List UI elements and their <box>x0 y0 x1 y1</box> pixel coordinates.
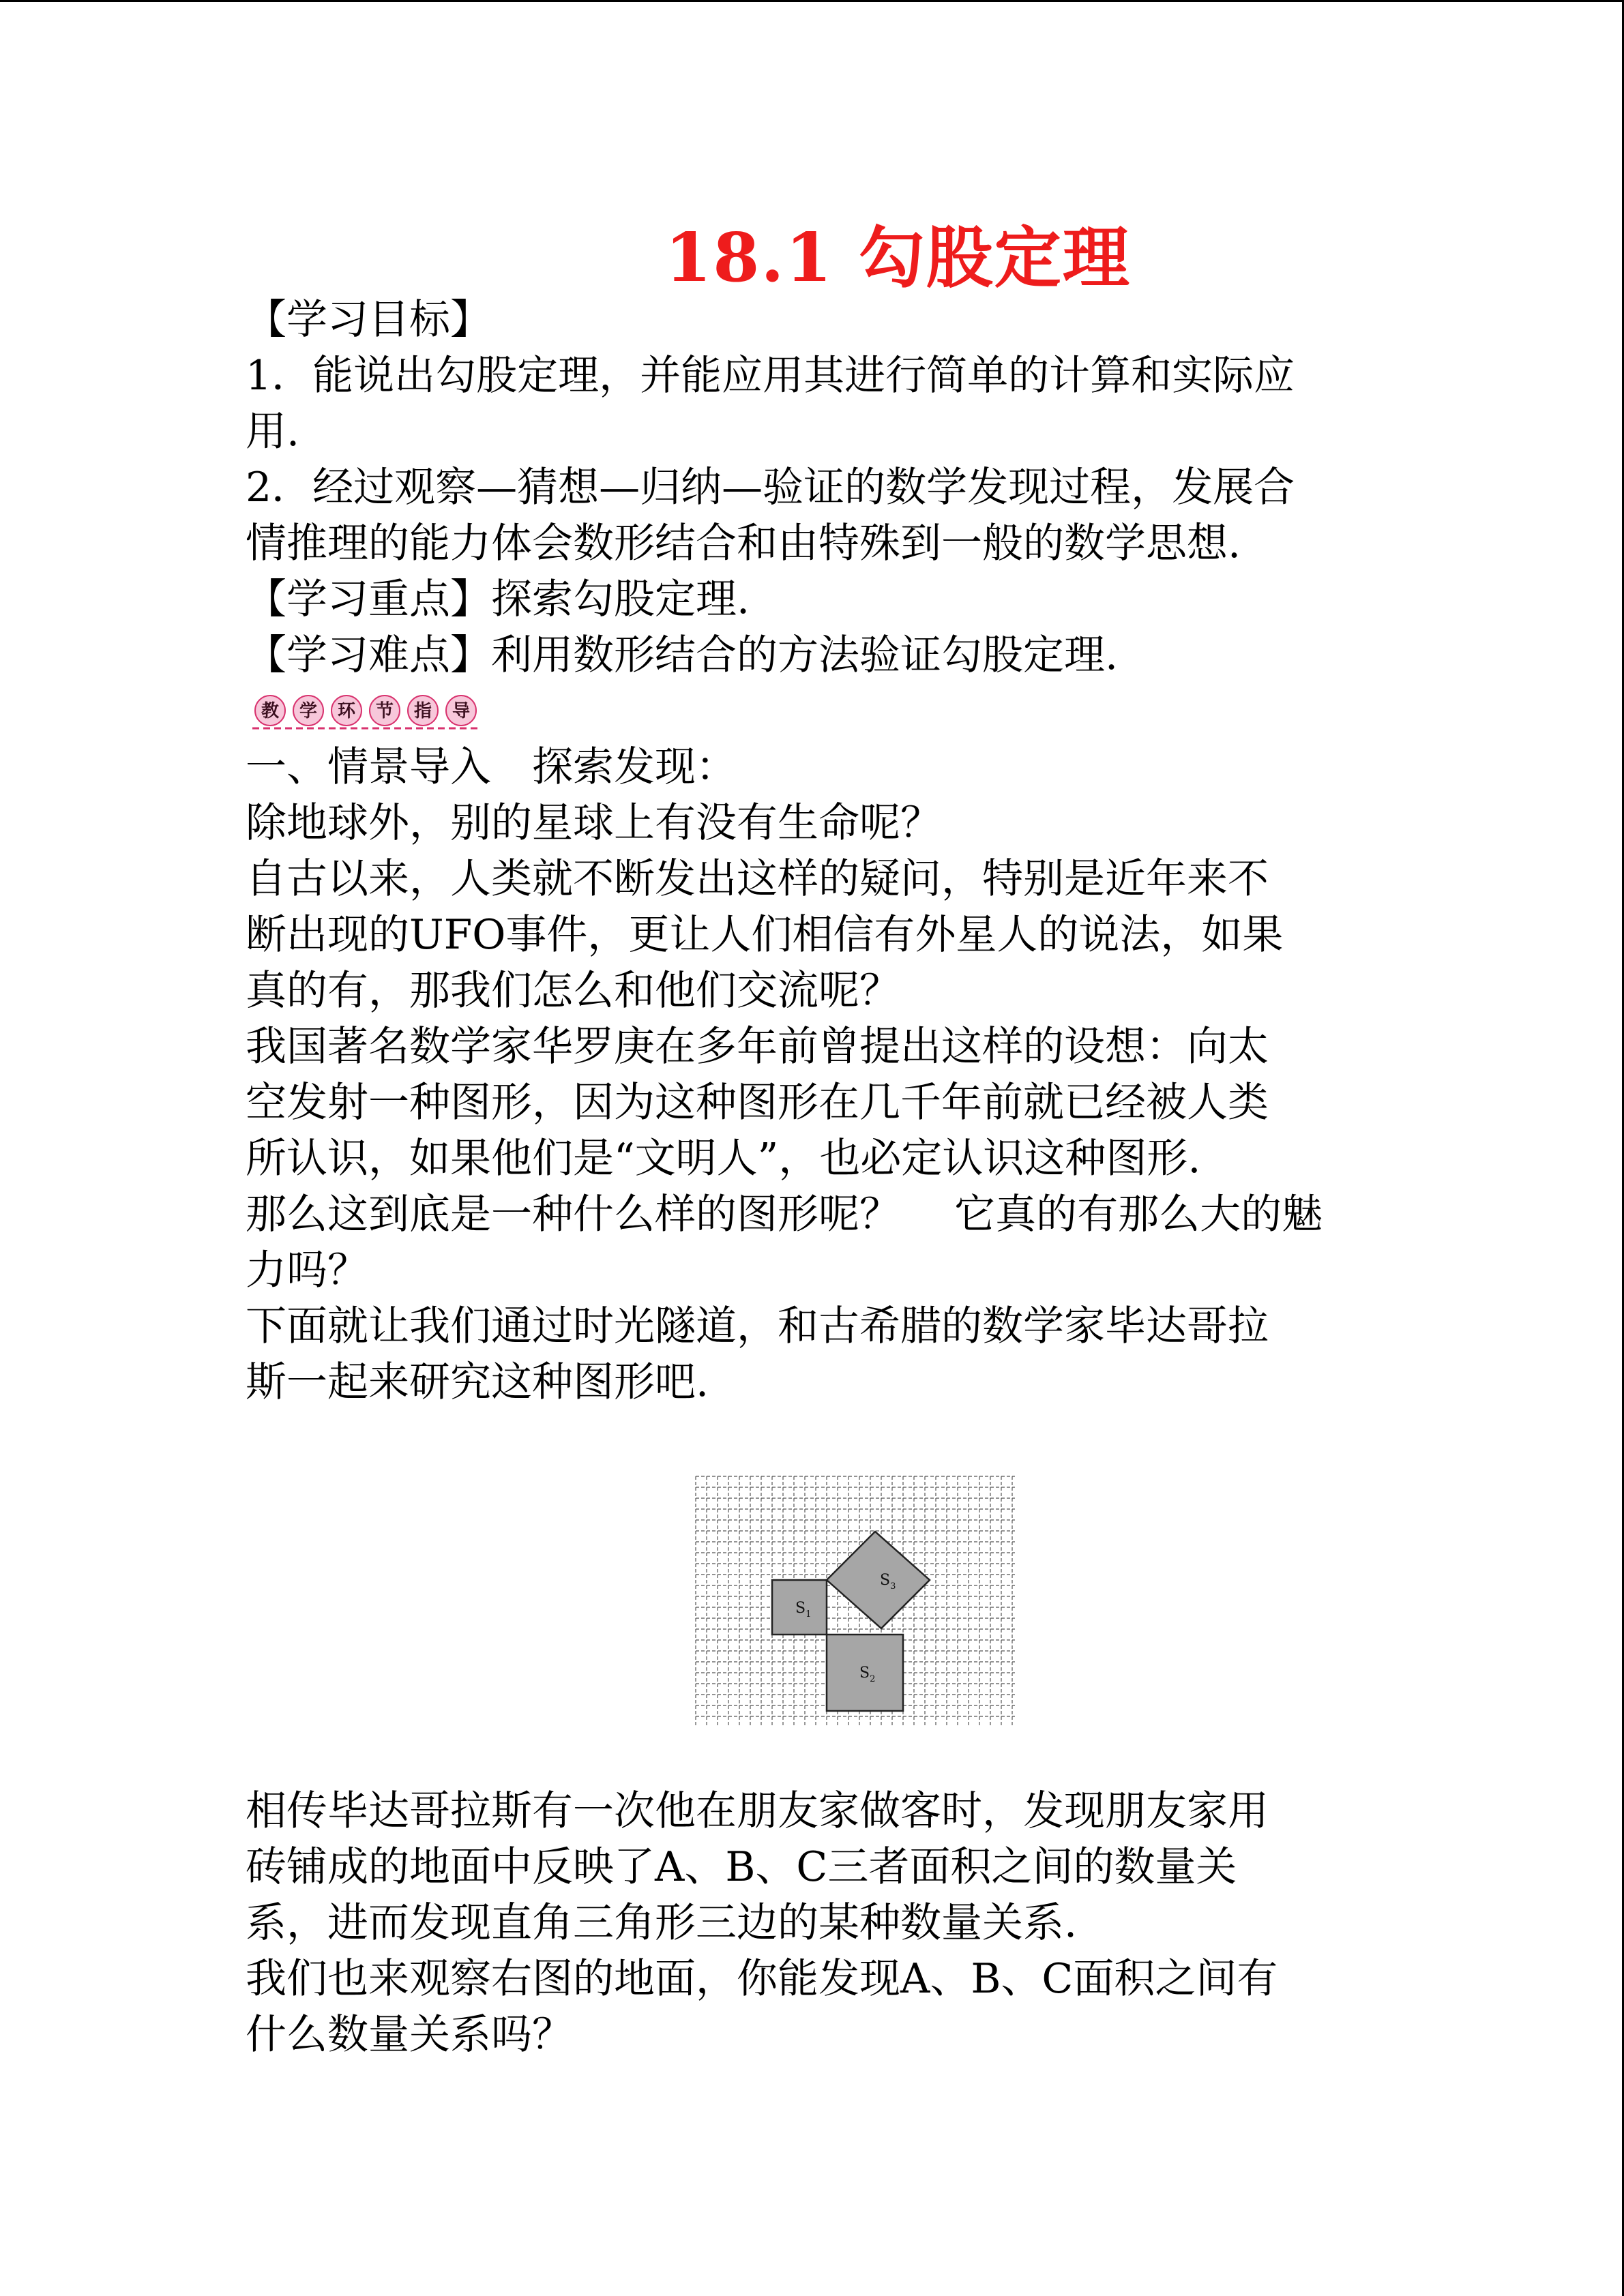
banner-badge-2 <box>331 696 361 726</box>
objective-line: 用. <box>246 408 300 456</box>
section-line: 除地球外，别的星球上有没有生命呢？ <box>246 799 941 847</box>
banner-badge-0 <box>255 696 285 726</box>
objective-line: 2．经过观察—猜想—归纳—验证的数学发现过程，发展合 <box>246 464 1295 511</box>
section-line: 空发射一种图形，因为这种图形在几千年前就已经被人类 <box>246 1079 1269 1127</box>
banner-badge-3 <box>370 696 400 726</box>
svg-text:指: 指 <box>413 701 432 721</box>
page-title: 18.1 勾股定理 <box>665 219 1131 297</box>
label-s3: $S_3$ <box>880 1572 896 1592</box>
section-line: 真的有，那我们怎么和他们交流呢？ <box>246 967 900 1015</box>
section-line: 下面就让我们通过时光隧道，和古希腊的数学家毕达哥拉 <box>246 1302 1269 1350</box>
svg-text:导: 导 <box>452 701 471 721</box>
story-line: 系，进而发现直角三角形三边的某种数量关系. <box>246 1899 1078 1947</box>
story-line: 砖铺成的地面中反映了A、B、C三者面积之间的数量关 <box>246 1843 1237 1891</box>
banner-badge-1 <box>293 696 323 726</box>
banner-badge-5 <box>446 696 476 726</box>
section-line: 断出现的UFO事件，更让人们相信有外星人的说法，如果 <box>246 911 1284 959</box>
objectives-heading: 【学习目标】 <box>246 296 491 344</box>
difficulty: 【学习难点】利用数形结合的方法验证勾股定理. <box>246 631 1119 679</box>
story-paragraph <box>246 1783 1405 2063</box>
svg-text:教: 教 <box>261 701 280 721</box>
story-line: 我们也来观察右图的地面，你能发现A、B、C面积之间有 <box>246 1955 1278 2003</box>
svg-text:学: 学 <box>299 701 318 721</box>
svg-text:节: 节 <box>375 701 394 721</box>
section-line: 所认识，如果他们是“文明人”，也必定认识这种图形. <box>246 1135 1201 1182</box>
section-heading: 一、情景导入 探索发现： <box>246 743 737 791</box>
banner-badge-4 <box>408 696 438 726</box>
section-line: 我国著名数学家华罗庚在多年前曾提出这样的设想：向太 <box>246 1023 1269 1071</box>
label-s2: $S_2$ <box>859 1665 876 1684</box>
section-line: 自古以来，人类就不断发出这样的疑问，特别是近年来不 <box>246 855 1269 903</box>
story-line: 什么数量关系吗？ <box>246 2011 573 2059</box>
section-line: 斯一起来研究这种图形吧. <box>246 1358 709 1406</box>
story-line: 相传毕达哥拉斯有一次他在朋友家做客时，发现朋友家用 <box>246 1787 1269 1835</box>
svg-text:环: 环 <box>337 701 356 721</box>
page-border-top <box>0 0 1624 2</box>
teaching-guide-banner <box>250 690 484 732</box>
objective-line: 情推理的能力体会数形结合和由特殊到一般的数学思想. <box>246 520 1241 567</box>
pythagoras-tile-figure <box>694 1472 1016 1731</box>
section-line: 力吗？ <box>246 1247 368 1294</box>
section-line: 那么这到底是一种什么样的图形呢？ 它真的有那么大的魅 <box>246 1191 1323 1238</box>
label-s1: $S_1$ <box>795 1600 812 1620</box>
key-point: 【学习重点】探索勾股定理. <box>246 576 750 623</box>
document-body <box>246 292 1405 1410</box>
objective-line: 1．能说出勾股定理，并能应用其进行简单的计算和实际应 <box>246 352 1295 400</box>
